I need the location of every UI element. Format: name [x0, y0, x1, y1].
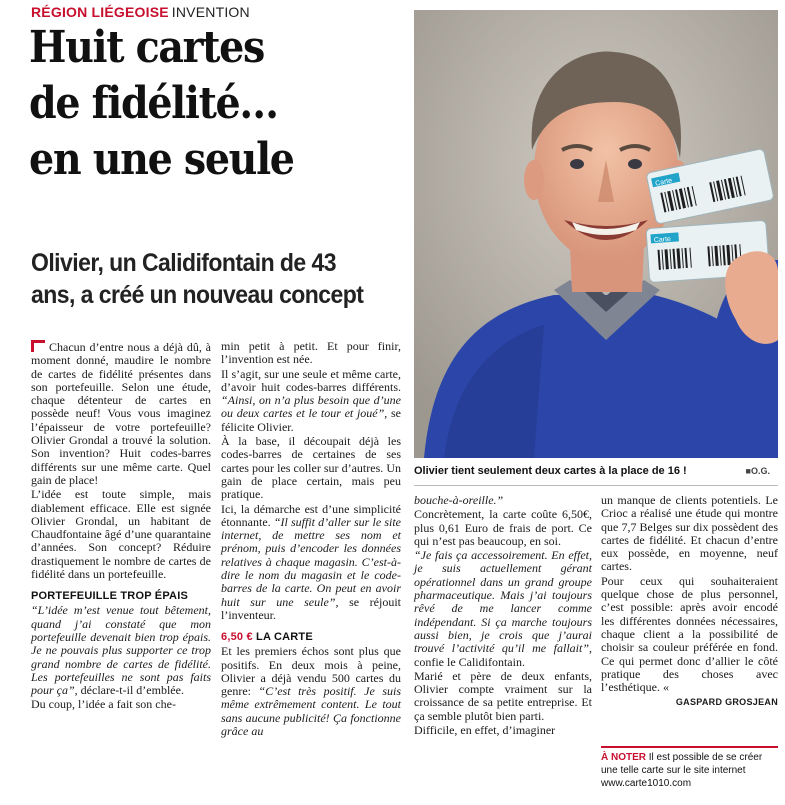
deck	[31, 247, 381, 311]
quote: “Je fais ça accessoirement. En effet, je suis actuellement gérant opérationnel dans un grand groupe pharmaceutique. Mais j’ai toujours rêvé de me lancer comme indépendant. Si ça marche toujours aussi bien, je crois que j’aurai trouvé l’activité qu’il me fallait”	[414, 548, 592, 656]
paragraph	[31, 340, 211, 487]
quote-attribution: , confie le Calidifontain.	[414, 641, 592, 669]
text-run: Il s’agit, sur une seule et même carte, d’avoir huit codes-barres différents.	[221, 366, 401, 394]
paragraph	[221, 645, 401, 738]
quote: “L’idée m’est venue tout bêtement, quand j’ai constaté que mon portefeuille devenait bien trop épais. Je ne pouvais plus supporter ce trop grand nombre de cartes de fidélité. Les portefeuilles ne sont pas faits pour ça”	[31, 603, 211, 698]
card-brand-top: Carte	[654, 177, 673, 188]
paragraph	[414, 549, 592, 669]
headline	[29, 20, 371, 188]
article-photo	[414, 10, 778, 458]
quote: “C’est très positif. Je suis même extrêmement content. Le tout sans aucune publicité! Ça fonctionne grâce au	[221, 684, 402, 739]
text-run: Ici, la démarche est d’une simplicité étonnante.	[221, 501, 401, 529]
paragraph	[414, 494, 592, 507]
paragraph: Du coup, l’idée a fait son che-	[31, 697, 176, 712]
kicker-region: RÉGION LIÉGEOISE	[31, 4, 169, 20]
text-run: , se réjouit l’inventeur.	[221, 594, 401, 622]
subhead-price	[221, 631, 401, 644]
kicker-rubric: INVENTION	[171, 4, 250, 20]
caption-divider	[414, 485, 778, 486]
deck-line-2: ans, a créé un nouveau concept	[31, 281, 364, 309]
photo-credit: ■O.G.	[745, 466, 770, 476]
card-brand-bottom: Carte	[653, 235, 672, 245]
paragraph: À la base, il découpait déjà les codes-barres de certaines de ses cartes pour les coller sur d’autres. Un gain de place certain, mais peu pratique.	[221, 434, 401, 502]
paragraph	[31, 604, 211, 697]
paragraph: Concrètement, la carte coûte 6,50€, plus 0,61 Euro de frais de port. Ce qui n’est pas beaucoup, en soi.	[414, 507, 592, 548]
subhead-price-label: LA CARTE	[252, 631, 313, 644]
text-run: Et les premiers échos sont plus que positifs. En deux mois à peine, Olivier a déjà vendu 500 cartes du genre:	[221, 644, 401, 699]
article-column-2	[221, 340, 401, 739]
note-box	[601, 746, 778, 790]
kicker	[31, 4, 250, 20]
paragraph	[221, 368, 401, 434]
note-label: À NOTER	[601, 752, 646, 763]
author-signature: GASPARD GROSJEAN	[675, 697, 778, 708]
paragraph: Marié et père de deux enfants, Olivier compte vraiment sur la croissance de sa petite entreprise. Et ça semble plutôt bien parti.	[414, 668, 592, 723]
quote: “Il suffit d’aller sur le site internet, de mettre ses nom et prénom, puis d’encoder les données relatives à chaque magasin. C’est-à-dire le nom du magasin et le code-barres de la carte. On peut en avoir huit sur une seule”	[221, 514, 401, 609]
note-text: Il est possible de se créer une telle carte sur le site internet www.carte1010.com	[601, 752, 763, 789]
paragraph: L’idée est toute simple, mais diablement efficace. Elle est signée Olivier Grondal, un habitant de Chaudfontaine âgé d’une quarantaine d’années. Son concept? Réduire drastiquement le nombre de cartes de fidélité dans un portefeuille.	[31, 487, 211, 582]
headline-line-3: en une seule	[29, 134, 294, 185]
photo-caption	[414, 464, 778, 478]
text-run: , se félicite Olivier.	[221, 406, 402, 434]
headline-line-1: Huit cartes	[29, 22, 264, 73]
lead-corner-mark	[31, 340, 45, 352]
quote: “Ainsi, on n’a plus besoin que d’une ou deux cartes et le tour et joué”	[221, 393, 401, 421]
deck-line-1: Olivier, un Calidifontain de 43	[31, 249, 336, 277]
paragraph: Difficile, en effet, d’imaginer	[414, 723, 556, 738]
subhead-price-value: 6,50 €	[221, 631, 253, 644]
photo-caption-text: Olivier tient seulement deux cartes à la place de 16 !	[414, 465, 687, 477]
article-column-3	[414, 494, 592, 738]
article-column-4	[601, 494, 778, 710]
article-column-1	[31, 340, 211, 713]
paragraph	[221, 503, 401, 623]
paragraph: un manque de clients potentiels. Le Crioc a réalisé une étude qui montre que 7,7 Belges sur dix possèdent des cartes de fidélité. Et chacun d’entre eux possède, en moyenne, neuf cartes.	[601, 493, 778, 574]
quote: bouche-à-oreille.”	[414, 493, 504, 507]
portrait-illustration	[414, 10, 778, 458]
subhead-portefeuille: PORTEFEUILLE TROP ÉPAIS	[31, 590, 188, 603]
lead-text: Chacun d’entre nous a déjà dû, à moment donné, maudire le nombre de cartes de fidélité présentes dans son portefeuille. Selon une étude, chaque détenteur de cartes en possède neuf! Vous vous imaginez l’épaisseur de votre portefeuille? Olivier Grondal a trouvé la solution. Son invention? Huit codes-barres différents sur une même carte. Quel gain de place!	[31, 340, 211, 487]
paragraph: min petit à petit. Et pour finir, l’invention est née.	[221, 339, 401, 367]
quote-attribution: , déclare-t-il d’emblée.	[74, 683, 184, 698]
headline-line-2: de fidélité…	[29, 78, 278, 129]
paragraph: Pour ceux qui souhaiteraient quelque chose de plus personnel, c’est possible: après avoir encodé les différentes données nécessaires, chaque client a la possibilité de choisir sa couleur préférée en fond. Ce qui permet donc d’allier le côté pratique des choses avec l’esthétique. «	[601, 573, 778, 695]
